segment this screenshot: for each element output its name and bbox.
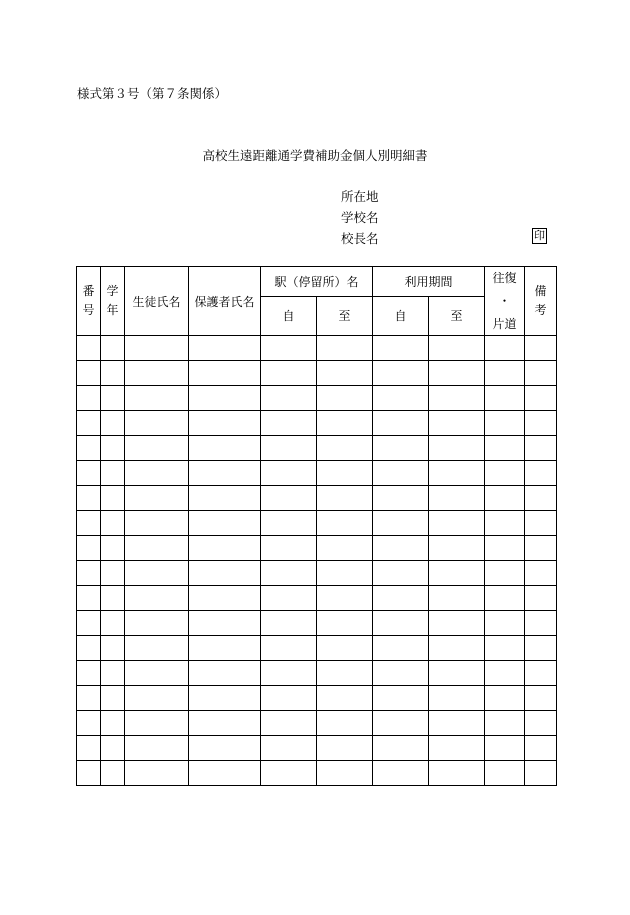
cell-station-from <box>261 511 317 536</box>
cell-guardian-name <box>189 636 261 661</box>
cell-grade <box>101 686 125 711</box>
cell-trip-type <box>485 536 525 561</box>
cell-student-name <box>125 611 189 636</box>
cell-station-to <box>317 711 373 736</box>
cell-period-to <box>429 386 485 411</box>
cell-station-to <box>317 411 373 436</box>
cell-number <box>77 386 101 411</box>
table-row <box>77 711 557 736</box>
cell-period-from <box>373 361 429 386</box>
cell-student-name <box>125 711 189 736</box>
cell-number <box>77 411 101 436</box>
cell-trip-type <box>485 686 525 711</box>
cell-period-from <box>373 561 429 586</box>
table-row <box>77 436 557 461</box>
header-guardian-name: 保護者氏名 <box>189 267 261 336</box>
cell-station-from <box>261 611 317 636</box>
header-station-to: 至 <box>317 296 373 336</box>
table-row <box>77 636 557 661</box>
cell-number <box>77 436 101 461</box>
cell-period-from <box>373 636 429 661</box>
header-remarks: 備考 <box>525 267 557 336</box>
cell-station-from <box>261 486 317 511</box>
cell-trip-type <box>485 336 525 361</box>
cell-trip-type <box>485 586 525 611</box>
cell-period-from <box>373 336 429 361</box>
cell-number <box>77 611 101 636</box>
cell-station-to <box>317 536 373 561</box>
cell-station-to <box>317 636 373 661</box>
cell-student-name <box>125 336 189 361</box>
cell-period-to <box>429 436 485 461</box>
cell-period-to <box>429 561 485 586</box>
cell-number <box>77 736 101 761</box>
cell-number <box>77 586 101 611</box>
cell-student-name <box>125 461 189 486</box>
cell-station-from <box>261 711 317 736</box>
cell-guardian-name <box>189 761 261 786</box>
cell-remarks <box>525 486 557 511</box>
cell-grade <box>101 336 125 361</box>
cell-grade <box>101 661 125 686</box>
cell-period-from <box>373 536 429 561</box>
location-label: 所在地 <box>341 189 379 204</box>
cell-period-to <box>429 661 485 686</box>
cell-station-from <box>261 636 317 661</box>
table-row <box>77 336 557 361</box>
cell-remarks <box>525 611 557 636</box>
cell-station-to <box>317 686 373 711</box>
cell-remarks <box>525 511 557 536</box>
cell-trip-type <box>485 361 525 386</box>
cell-guardian-name <box>189 711 261 736</box>
cell-remarks <box>525 436 557 461</box>
header-trip-oneway: 片道 <box>492 316 517 331</box>
cell-guardian-name <box>189 411 261 436</box>
cell-trip-type <box>485 636 525 661</box>
cell-period-from <box>373 461 429 486</box>
cell-station-to <box>317 561 373 586</box>
cell-grade <box>101 536 125 561</box>
cell-trip-type <box>485 761 525 786</box>
cell-remarks <box>525 661 557 686</box>
table-row <box>77 586 557 611</box>
cell-period-from <box>373 511 429 536</box>
header-trip-round: 往復 <box>492 271 517 285</box>
table-row <box>77 361 557 386</box>
cell-remarks <box>525 411 557 436</box>
cell-period-to <box>429 461 485 486</box>
cell-period-to <box>429 486 485 511</box>
cell-period-from <box>373 736 429 761</box>
school-name-label: 学校名 <box>341 210 379 225</box>
header-trip-type <box>485 267 525 336</box>
cell-guardian-name <box>189 336 261 361</box>
cell-number <box>77 561 101 586</box>
cell-station-to <box>317 761 373 786</box>
cell-guardian-name <box>189 486 261 511</box>
cell-station-to <box>317 586 373 611</box>
cell-student-name <box>125 561 189 586</box>
cell-student-name <box>125 361 189 386</box>
cell-station-to <box>317 511 373 536</box>
cell-grade <box>101 361 125 386</box>
cell-remarks <box>525 361 557 386</box>
cell-student-name <box>125 686 189 711</box>
cell-student-name <box>125 386 189 411</box>
cell-guardian-name <box>189 736 261 761</box>
cell-station-from <box>261 761 317 786</box>
cell-trip-type <box>485 611 525 636</box>
table-row <box>77 511 557 536</box>
cell-period-to <box>429 686 485 711</box>
cell-trip-type <box>485 736 525 761</box>
cell-station-to <box>317 336 373 361</box>
cell-student-name <box>125 736 189 761</box>
cell-station-to <box>317 461 373 486</box>
cell-station-from <box>261 561 317 586</box>
cell-remarks <box>525 386 557 411</box>
cell-grade <box>101 461 125 486</box>
cell-station-from <box>261 411 317 436</box>
cell-guardian-name <box>189 461 261 486</box>
cell-station-from <box>261 461 317 486</box>
cell-number <box>77 461 101 486</box>
cell-guardian-name <box>189 536 261 561</box>
cell-grade <box>101 411 125 436</box>
header-station: 駅（停留所）名 <box>261 267 373 297</box>
header-student-name: 生徒氏名 <box>125 267 189 336</box>
cell-grade <box>101 636 125 661</box>
cell-station-from <box>261 586 317 611</box>
cell-grade <box>101 761 125 786</box>
cell-period-from <box>373 386 429 411</box>
cell-station-from <box>261 536 317 561</box>
cell-guardian-name <box>189 386 261 411</box>
cell-period-to <box>429 536 485 561</box>
cell-remarks <box>525 736 557 761</box>
cell-trip-type <box>485 436 525 461</box>
cell-remarks <box>525 586 557 611</box>
cell-station-from <box>261 686 317 711</box>
header-number: 番号 <box>77 267 101 336</box>
table-row <box>77 486 557 511</box>
cell-period-from <box>373 711 429 736</box>
cell-remarks <box>525 561 557 586</box>
cell-trip-type <box>485 461 525 486</box>
cell-period-from <box>373 661 429 686</box>
cell-period-from <box>373 586 429 611</box>
cell-number <box>77 636 101 661</box>
header-period: 利用期間 <box>373 267 485 297</box>
cell-student-name <box>125 636 189 661</box>
cell-station-to <box>317 661 373 686</box>
cell-station-to <box>317 436 373 461</box>
cell-number <box>77 536 101 561</box>
cell-station-from <box>261 361 317 386</box>
cell-grade <box>101 386 125 411</box>
table-row <box>77 461 557 486</box>
cell-station-from <box>261 661 317 686</box>
header-station-from: 自 <box>261 296 317 336</box>
cell-grade <box>101 586 125 611</box>
cell-number <box>77 511 101 536</box>
cell-period-to <box>429 711 485 736</box>
cell-guardian-name <box>189 661 261 686</box>
cell-grade <box>101 711 125 736</box>
cell-grade <box>101 511 125 536</box>
header-grade: 学年 <box>101 267 125 336</box>
cell-period-to <box>429 511 485 536</box>
cell-grade <box>101 561 125 586</box>
cell-trip-type <box>485 561 525 586</box>
cell-guardian-name <box>189 511 261 536</box>
document-title: 高校生遠距離通学費補助金個人別明細書 <box>202 148 428 163</box>
cell-period-to <box>429 336 485 361</box>
cell-number <box>77 686 101 711</box>
cell-trip-type <box>485 386 525 411</box>
cell-number <box>77 661 101 686</box>
cell-station-from <box>261 386 317 411</box>
cell-remarks <box>525 636 557 661</box>
cell-remarks <box>525 761 557 786</box>
form-number: 様式第３号（第７条関係） <box>77 86 228 101</box>
cell-grade <box>101 736 125 761</box>
cell-guardian-name <box>189 561 261 586</box>
cell-station-to <box>317 611 373 636</box>
cell-number <box>77 336 101 361</box>
cell-grade <box>101 486 125 511</box>
table-row <box>77 611 557 636</box>
cell-period-to <box>429 761 485 786</box>
principal-name-label: 校長名 <box>341 231 379 246</box>
cell-period-to <box>429 611 485 636</box>
cell-remarks <box>525 536 557 561</box>
cell-trip-type <box>485 511 525 536</box>
table-row <box>77 561 557 586</box>
cell-student-name <box>125 411 189 436</box>
cell-period-from <box>373 486 429 511</box>
cell-period-to <box>429 636 485 661</box>
cell-remarks <box>525 686 557 711</box>
cell-trip-type <box>485 661 525 686</box>
table-row <box>77 386 557 411</box>
header-trip-dot: ・ <box>498 293 511 308</box>
header-period-to: 至 <box>429 296 485 336</box>
cell-station-from <box>261 736 317 761</box>
cell-station-to <box>317 361 373 386</box>
cell-grade <box>101 436 125 461</box>
cell-remarks <box>525 461 557 486</box>
table-row <box>77 536 557 561</box>
cell-station-to <box>317 486 373 511</box>
cell-number <box>77 486 101 511</box>
cell-period-to <box>429 411 485 436</box>
cell-guardian-name <box>189 436 261 461</box>
cell-period-to <box>429 361 485 386</box>
cell-number <box>77 711 101 736</box>
cell-period-from <box>373 436 429 461</box>
cell-number <box>77 761 101 786</box>
table-row <box>77 686 557 711</box>
cell-period-from <box>373 686 429 711</box>
table-row <box>77 761 557 786</box>
cell-remarks <box>525 711 557 736</box>
cell-station-to <box>317 386 373 411</box>
table-body <box>77 336 557 786</box>
table-row <box>77 661 557 686</box>
cell-trip-type <box>485 486 525 511</box>
cell-student-name <box>125 536 189 561</box>
cell-number <box>77 361 101 386</box>
cell-station-to <box>317 736 373 761</box>
cell-trip-type <box>485 411 525 436</box>
cell-period-from <box>373 761 429 786</box>
cell-period-to <box>429 736 485 761</box>
header-period-from: 自 <box>373 296 429 336</box>
table-row <box>77 411 557 436</box>
cell-period-to <box>429 586 485 611</box>
detail-table <box>76 266 557 786</box>
cell-student-name <box>125 511 189 536</box>
cell-student-name <box>125 661 189 686</box>
cell-guardian-name <box>189 611 261 636</box>
cell-student-name <box>125 436 189 461</box>
cell-period-from <box>373 611 429 636</box>
cell-remarks <box>525 336 557 361</box>
cell-trip-type <box>485 711 525 736</box>
cell-grade <box>101 611 125 636</box>
cell-student-name <box>125 586 189 611</box>
cell-station-from <box>261 336 317 361</box>
cell-student-name <box>125 761 189 786</box>
cell-guardian-name <box>189 686 261 711</box>
cell-guardian-name <box>189 361 261 386</box>
cell-station-from <box>261 436 317 461</box>
table-row <box>77 736 557 761</box>
seal-mark: 印 <box>534 229 545 242</box>
cell-student-name <box>125 486 189 511</box>
cell-guardian-name <box>189 586 261 611</box>
cell-period-from <box>373 411 429 436</box>
